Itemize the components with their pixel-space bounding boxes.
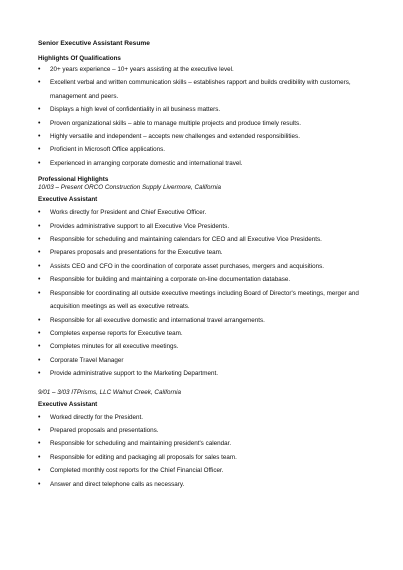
list-item: • Assists CEO and CFO in the coordination of corporate asset purchases, mergers and acquisitions. bbox=[38, 260, 368, 273]
list-item: • Worked directly for the President. bbox=[38, 411, 368, 424]
list-item: • Responsible for building and maintaining a corporate on-line documentation database. bbox=[38, 273, 368, 286]
list-item: • Corporate Travel Manager bbox=[38, 354, 368, 367]
job-duties-list bbox=[38, 411, 368, 491]
list-item: • Completes expense reports for Executive team. bbox=[38, 327, 368, 340]
list-item: • 20+ years experience – 10+ years assisting at the executive level. bbox=[38, 63, 368, 76]
job-meta: 10/03 – Present ORCO Construction Supply Livermore, California bbox=[38, 184, 222, 192]
list-item: • Completes minutes for all executive meetings. bbox=[38, 340, 368, 353]
list-item: • Responsible for coordinating all outside executive meetings including Board of Director's meetings, merger and acquisition meetings as well as executive retreats. bbox=[38, 287, 368, 314]
list-item: • Excellent verbal and written communication skills – establishes rapport and builds credibility with customers, management and peers. bbox=[38, 76, 368, 103]
list-item: • Responsible for scheduling and maintaining president's calendar. bbox=[38, 437, 368, 450]
list-item: • Provides administrative support to all Executive Vice Presidents. bbox=[38, 220, 368, 233]
list-item: • Answer and direct telephone calls as necessary. bbox=[38, 478, 368, 491]
list-item: • Proficient in Microsoft Office applications. bbox=[38, 143, 368, 156]
list-item: • Prepares proposals and presentations for the Executive team. bbox=[38, 246, 368, 259]
resume-document bbox=[38, 39, 368, 491]
professional-heading: Professional Highlights bbox=[38, 176, 109, 184]
list-item: • Displays a high level of confidentiality in all business matters. bbox=[38, 103, 368, 116]
list-item: • Responsible for all executive domestic and international travel arrangements. bbox=[38, 314, 368, 327]
list-item: • Works directly for President and Chief Executive Officer. bbox=[38, 206, 368, 219]
qualifications-list bbox=[38, 63, 368, 170]
job-duties-list bbox=[38, 206, 368, 380]
list-item: • Proven organizational skills – able to manage multiple projects and produce timely results. bbox=[38, 117, 368, 130]
job-role: Executive Assistant bbox=[38, 400, 98, 408]
list-item: • Provide administrative support to the Marketing Department. bbox=[38, 367, 368, 380]
resume-title: Senior Executive Assistant Resume bbox=[38, 40, 150, 47]
job-role: Executive Assistant bbox=[38, 196, 98, 204]
list-item: • Responsible for editing and packaging all proposals for sales team. bbox=[38, 451, 368, 464]
qualifications-heading: Highlights Of Qualifications bbox=[38, 55, 121, 62]
list-item: • Experienced in arranging corporate domestic and international travel. bbox=[38, 157, 368, 170]
list-item: • Highly versatile and independent – accepts new challenges and extended responsibilities. bbox=[38, 130, 368, 143]
list-item: • Completed monthly cost reports for the Chief Financial Officer. bbox=[38, 464, 368, 477]
job-meta: 9/01 – 3/03 ITPrisms, LLC Walnut Creek, California bbox=[38, 388, 182, 396]
list-item: • Prepared proposals and presentations. bbox=[38, 424, 368, 437]
list-item: • Responsible for scheduling and maintaining calendars for CEO and all Executive Vice Presidents. bbox=[38, 233, 368, 246]
